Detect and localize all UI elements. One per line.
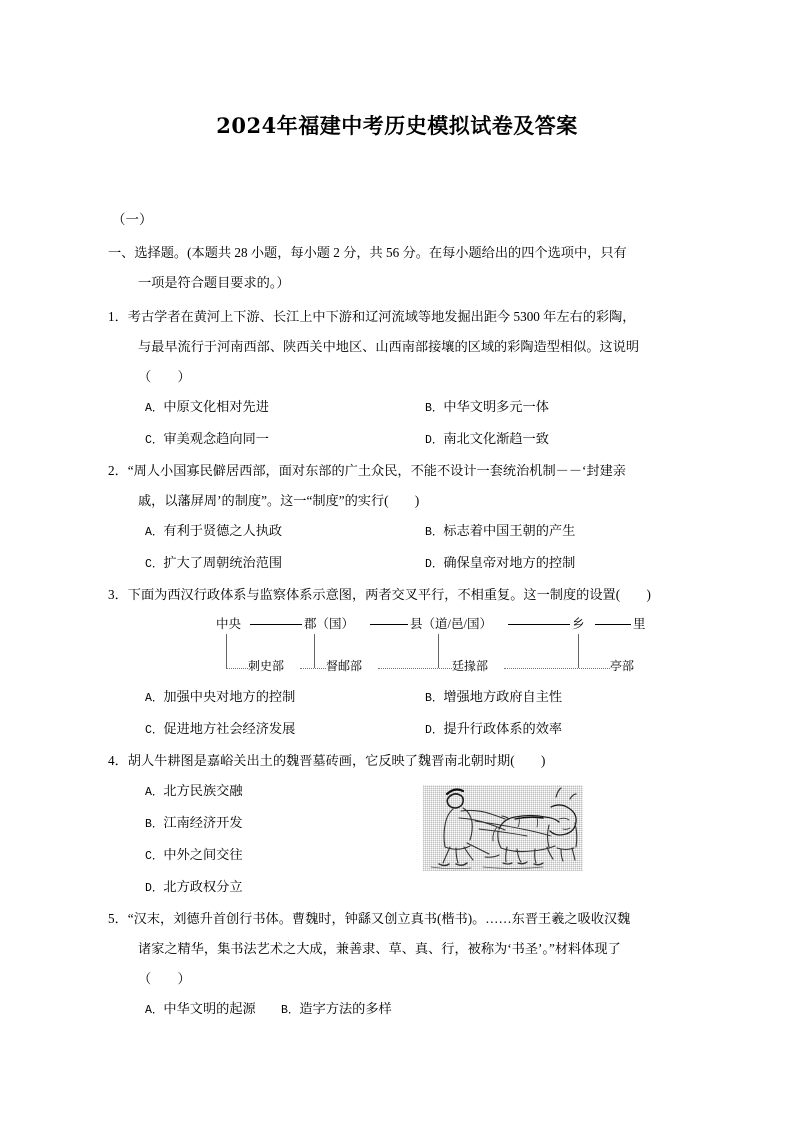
diagram-node-duyoubu: 督邮部	[326, 659, 363, 673]
question-1-option-c-text: 审美观念趋向同一	[163, 431, 269, 446]
question-4-option-d[interactable]	[145, 872, 708, 904]
ox-plowing-line-drawing	[423, 785, 583, 871]
question-2-option-c-label: C．	[145, 558, 164, 571]
diagram-connector-1	[250, 624, 302, 625]
diagram-node-tingbu: 亭部	[610, 659, 635, 673]
hu-ren-niu-geng-tu-figure	[423, 785, 583, 871]
question-4-text-1[interactable]: 胡人牛耕图是嘉峪关出土的魏晋墓砖画，它反映了魏晋南北朝时期( )	[127, 753, 546, 768]
question-4-option-a-text: 北方民族交融	[163, 783, 243, 798]
question-1-answer-blank[interactable]: （ ）	[138, 369, 191, 384]
question-2-option-b-text: 标志着中国王朝的产生	[443, 523, 576, 538]
question-1	[108, 302, 708, 456]
question-4-option-c-text: 中外之间交往	[163, 847, 243, 862]
question-5-text-1: “汉末，刘德升首创行书体。曹魏时，钟繇又创立真书(楷书)。……东晋王羲之吸收汉魏	[127, 911, 631, 926]
question-2-option-a-label: A．	[145, 526, 164, 539]
question-1-option-d-text: 南北文化渐趋一致	[443, 431, 549, 446]
question-2-option-a[interactable]	[145, 516, 425, 548]
question-1-option-a-label: A．	[145, 402, 164, 415]
han-dynasty-administration-diagram	[108, 612, 708, 680]
diagram-node-county: 县（道/邑/国）	[410, 617, 492, 631]
question-1-option-b-text: 中华文明多元一体	[443, 399, 549, 414]
question-2-number: 2．	[108, 463, 128, 478]
question-1-line-1	[108, 302, 708, 332]
question-3-option-row-2	[145, 714, 708, 746]
question-3-option-a-label: A．	[145, 692, 164, 705]
question-4-option-a-label: A．	[145, 786, 164, 799]
question-4-option-b-text: 江南经济开发	[163, 815, 243, 830]
question-5-answer-blank[interactable]: （ ）	[138, 971, 191, 986]
diagram-connector-4	[595, 624, 631, 625]
question-5-number: 5．	[108, 911, 128, 926]
diagram-node-central: 中央	[216, 617, 242, 631]
diagram-node-commandery: 郡（国）	[304, 617, 355, 631]
diagram-vlink-central	[226, 634, 227, 668]
instructions	[108, 238, 708, 298]
question-3-line-1	[108, 580, 708, 610]
question-3-option-d-text: 提升行政体系的效率	[443, 721, 563, 736]
question-1-number: 1．	[108, 309, 128, 324]
question-5	[108, 904, 708, 1026]
question-3-option-c[interactable]	[145, 714, 425, 746]
diagram-node-tingyuanbu: 廷掾部	[452, 659, 489, 673]
question-1-option-c-label: C．	[145, 434, 164, 447]
question-4-option-d-label: D．	[145, 882, 164, 895]
question-4-line-1	[108, 746, 708, 776]
question-3-option-b[interactable]	[425, 682, 562, 714]
question-2	[108, 456, 708, 580]
diagram-dotted-1	[226, 668, 248, 669]
question-1-option-row-1	[145, 392, 708, 424]
question-3-option-c-text: 促进地方社会经济发展	[163, 721, 296, 736]
question-1-text-1: 考古学者在黄河上下游、长江上中下游和辽河流域等地发掘出距今 5300 年左右的彩陶，	[127, 309, 636, 324]
question-3-option-b-label: B．	[425, 692, 444, 705]
question-3-option-a-text: 加强中央对地方的控制	[163, 689, 296, 704]
diagram-node-cishibu: 刺史部	[248, 659, 285, 673]
question-5-line-1	[108, 904, 708, 934]
question-2-line-2[interactable]: 戚，以藩屏周’的制度”。这一“制度”的实行( )	[138, 493, 420, 508]
question-3-option-c-label: C．	[145, 724, 164, 737]
question-4-option-b-label: B．	[145, 818, 164, 831]
page-title: 2024年福建中考历史模拟试卷及答案	[216, 113, 578, 139]
question-4-option-d-text: 北方政权分立	[163, 879, 243, 894]
question-3-text-1: 下面为西汉行政体系与监察体系示意图，两者交叉平行，不相重复。这一制度的设置( )	[127, 587, 651, 602]
question-1-option-row-2	[145, 424, 708, 456]
instructions-line-2: 一项是符合题目要求的。）	[138, 275, 290, 290]
diagram-connector-2	[370, 624, 408, 625]
diagram-connector-3	[508, 624, 570, 625]
question-3-option-b-text: 增强地方政府自主性	[443, 689, 563, 704]
diagram-dotted-4	[504, 668, 610, 669]
question-5-option-a-label: A．	[145, 1004, 164, 1017]
question-5-option-b-text: 造字方法的多样	[299, 1001, 392, 1016]
question-4	[108, 746, 708, 904]
question-5-option-a[interactable]	[145, 1001, 256, 1016]
diagram-vlink-commandery	[314, 634, 315, 668]
question-1-option-b[interactable]	[425, 392, 549, 424]
question-2-option-b-label: B．	[425, 526, 444, 539]
question-5-option-b[interactable]	[281, 1001, 392, 1016]
question-3	[108, 580, 708, 746]
question-5-options	[108, 994, 708, 1026]
diagram-node-township: 乡	[572, 617, 585, 631]
question-2-option-row-1	[145, 516, 708, 548]
diagram-node-village: 里	[633, 617, 646, 631]
question-1-option-a[interactable]	[145, 392, 425, 424]
question-1-option-b-label: B．	[425, 402, 444, 415]
question-2-option-c-text: 扩大了周朝统治范围	[163, 555, 283, 570]
diagram-vlink-township	[578, 634, 579, 668]
question-1-option-d-label: D．	[425, 434, 444, 447]
diagram-dotted-3	[378, 668, 452, 669]
question-3-options	[108, 682, 708, 746]
question-5-option-a-text: 中华文明的起源	[163, 1001, 256, 1016]
question-1-options	[108, 392, 708, 456]
question-3-option-a[interactable]	[145, 682, 425, 714]
question-2-option-c[interactable]	[145, 548, 425, 580]
diagram-dotted-2	[300, 668, 326, 669]
question-2-option-row-2	[145, 548, 708, 580]
exam-body	[108, 205, 708, 1026]
question-5-option-b-label: B．	[281, 1004, 300, 1017]
question-2-option-d-text: 确保皇帝对地方的控制	[443, 555, 576, 570]
question-4-number: 4．	[108, 753, 128, 768]
question-3-number: 3．	[108, 587, 128, 602]
question-5-line-2: 诸家之精华，集书法艺术之大成，兼善隶、草、真、行，被称为‘书圣’。”材料体现了	[138, 941, 621, 956]
question-3-option-d[interactable]	[425, 714, 562, 746]
question-1-option-d[interactable]	[425, 424, 549, 456]
question-4-option-c-label: C．	[145, 850, 164, 863]
question-2-text-1: “周人小国寡民僻居西部，面对东部的广土众民，不能不设计一套统治机制－－‘封建亲	[127, 463, 626, 478]
question-2-line-1	[108, 456, 708, 486]
question-1-option-c[interactable]	[145, 424, 425, 456]
question-3-option-d-label: D．	[425, 724, 444, 737]
section-label: （一）	[112, 212, 153, 227]
question-2-option-d-label: D．	[425, 558, 444, 571]
question-2-option-a-text: 有利于贤德之人执政	[163, 523, 283, 538]
question-1-option-a-text: 中原文化相对先进	[163, 399, 269, 414]
question-4-options	[108, 776, 708, 904]
diagram-vlink-county	[438, 634, 439, 668]
question-2-options	[108, 516, 708, 580]
question-2-option-b[interactable]	[425, 516, 575, 548]
question-2-option-d[interactable]	[425, 548, 575, 580]
question-1-line-2: 与最早流行于河南西部、陕西关中地区、山西南部接壤的区域的彩陶造型相似。这说明	[138, 339, 640, 354]
question-3-option-row-1	[145, 682, 708, 714]
instructions-line-1: 一、选择题。(本题共 28 小题，每小题 2 分，共 56 分。在每小题给出的四个选项中，只有	[108, 245, 627, 260]
